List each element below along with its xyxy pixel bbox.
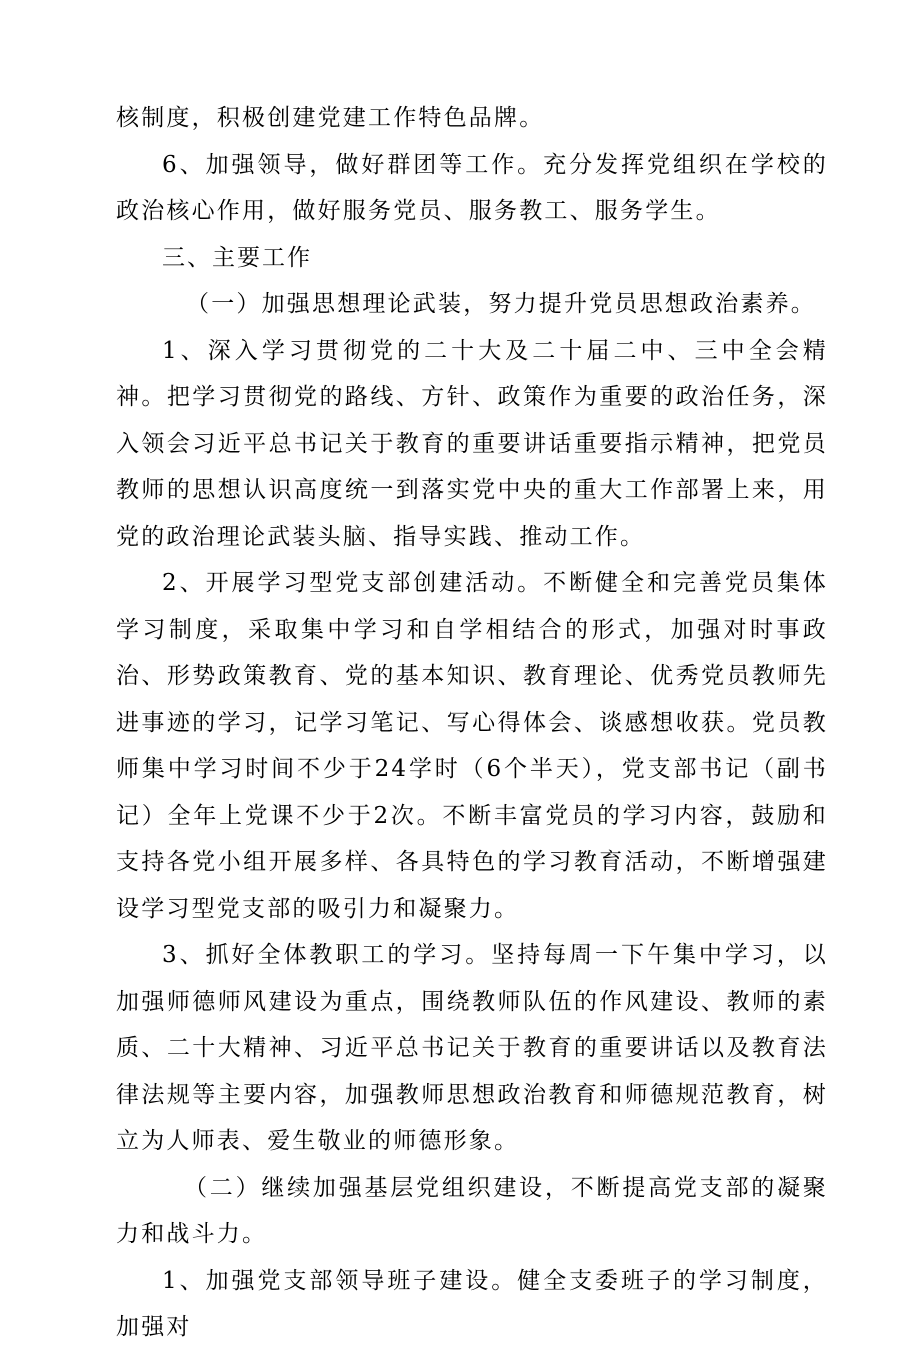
paragraph-item-3: 3、抓好全体教职工的学习。坚持每周一下午集中学习，以加强师德师风建设为重点，围绕教师队伍的作风建设、教师的素质、二十大精神、习近平总书记关于教育的重要讲话以及教育法律法规等主要内容，加强教师思想政治教育和师德规范教育，树立为人师表、爱生敬业的师德形象。 [116, 942, 828, 1154]
paragraph-item-6: 6、加强领导，做好群团等工作。充分发挥党组织在学校的政治核心作用，做好服务党员、服务教工、服务学生。 [116, 151, 828, 224]
paragraph-item-1-branch: 1、加强党支部领导班子建设。健全支委班子的学习制度，加强对 [116, 1267, 828, 1340]
paragraph-continuation: 核制度，积极创建党建工作特色品牌。 [116, 105, 545, 131]
paragraph-item-1: 1、深入学习贯彻党的二十大及二十届二中、三中全会精神。把学习贯彻党的路线、方针、政策作为重要的政治任务，深入领会习近平总书记关于教育的重要讲话重要指示精神，把党员教师的思想认识高度统一到落实党中央的重大工作部署上来，用党的政治理论武装头脑、指导实践、推动工作。 [116, 337, 828, 550]
subsection-heading-1: （一）加强思想理论武装，努力提升党员思想政治素养。 [186, 291, 816, 317]
subsection-heading-2: （二）继续加强基层党组织建设，不断提高党支部的凝聚力和战斗力。 [116, 1174, 828, 1247]
paragraph-item-2: 2、开展学习型党支部创建活动。不断健全和完善党员集体学习制度，采取集中学习和自学相结合的形式，加强对时事政治、形势政策教育、党的基本知识、教育理论、优秀党员教师先进事迹的学习，记学习笔记、写心得体会、谈感想收获。党员教师集中学习时间不少于24学时（6个半天），党支部书记（副书记）全年上党课不少于2次。不断丰富党员的学习内容，鼓励和支持各党小组开展多样、各具特色的学习教育活动，不断增强建设学习型党支部的吸引力和凝聚力。 [116, 570, 828, 922]
document-page [116, 95, 828, 1351]
section-heading-main-work: 三、主要工作 [162, 244, 312, 271]
